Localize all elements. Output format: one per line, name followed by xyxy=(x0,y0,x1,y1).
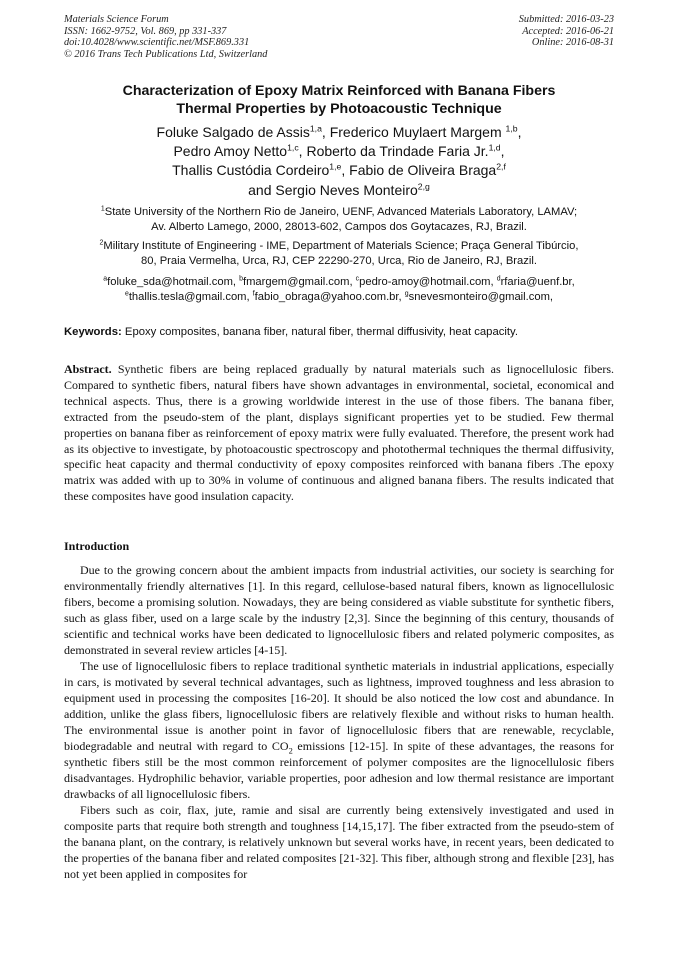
email-link[interactable]: thallis.tesla@gmail.com, xyxy=(128,290,253,303)
paragraph xyxy=(64,658,614,802)
author-conjunction: and xyxy=(248,181,276,198)
email-sup: a xyxy=(103,275,108,283)
issn-line: ISSN: 1662-9752, Vol. 869, pp 331-337 xyxy=(64,25,227,37)
author-name: Pedro Amoy Netto xyxy=(173,143,288,160)
author-sup: 1,b xyxy=(505,123,518,134)
author-name: Roberto da Trindade Faria Jr. xyxy=(306,143,489,160)
author-name: Frederico Muylaert Margem xyxy=(329,124,506,140)
subscript: 2 xyxy=(288,746,293,756)
author-sep: , xyxy=(321,124,330,140)
accepted-date: Accepted: 2016-06-21 xyxy=(522,25,614,37)
abstract xyxy=(64,362,614,505)
author-name: Fabio de Oliveira Braga xyxy=(349,162,497,179)
author-sep: , xyxy=(341,162,350,179)
paragraph-text: emissions [12-15]. In spite of these advantages, the reasons for synthetic fibers still be the most common reinforcement of polymer composites are the lignocellulosic fibers disadvantages. Hydrophilic behavior, variable properties, poor adhesion and low thermal resistance are important drawbacks of all lignocellulosic fibers. xyxy=(64,739,614,801)
online-date: Online: 2016-08-31 xyxy=(531,37,614,49)
copyright-line: © 2016 Trans Tech Publications Ltd, Switzerland xyxy=(64,48,268,60)
email-link[interactable]: snevesmonteiro@gmail.com, xyxy=(408,290,554,303)
author-line-1 xyxy=(40,123,638,142)
email-link[interactable]: fmargem@gmail.com, xyxy=(242,276,356,288)
email-sup: c xyxy=(355,275,360,283)
title-line-2: Thermal Properties by Photoacoustic Technique xyxy=(176,101,502,117)
affiliation-1 xyxy=(50,205,628,234)
keywords xyxy=(64,325,614,339)
journal-header xyxy=(64,14,267,60)
doi-line[interactable]: doi:10.4028/www.scientific.net/MSF.869.331 xyxy=(64,37,250,49)
author-list xyxy=(40,123,638,200)
affiliation-text: Military Institute of Engineering - IME, Department of Materials Science; Praça General Tibúrcio, xyxy=(103,240,579,252)
introduction-heading: Introduction xyxy=(64,539,130,553)
email-list xyxy=(40,275,638,304)
author-line-2 xyxy=(40,142,638,161)
affiliation-line xyxy=(50,205,628,220)
title-line-1: Characterization of Epoxy Matrix Reinforced with Banana Fibers xyxy=(122,83,556,99)
author-sup: 2,f xyxy=(496,161,506,172)
email-sup: g xyxy=(404,289,409,297)
author-sup: 1,e xyxy=(329,161,342,172)
email-line-2 xyxy=(40,290,638,305)
author-sup: 1,a xyxy=(309,123,322,134)
email-sup: f xyxy=(252,289,255,297)
keywords-label: Keywords: xyxy=(64,326,122,338)
paper-title xyxy=(40,82,638,118)
affiliation-line: Av. Alberto Lamego, 2000, 28013-602, Campos dos Goytacazes, RJ, Brazil. xyxy=(151,220,527,233)
affiliation-sup: 2 xyxy=(99,239,104,247)
affiliation-text: State University of the Northern Rio de Janeiro, UENF, Advanced Materials Laboratory, LAMAV; xyxy=(104,206,578,218)
affiliation-sup: 1 xyxy=(100,205,105,213)
author-sep: , xyxy=(298,143,307,160)
paragraph-text: The use of lignocellulosic fibers to replace traditional synthetic materials in industrial applications, especially in cars, is motivated by several technical advantages, such as lightness, improved toughness and less abrasion to equipment used in processing the composites [16-20]. It should be also noticed the low cost and abundance. In addition, unlike the glass fibers, lignocellulosic fibers are relatively flexible and without risks to human health. The environmental issue is another point in favor of lignocellulosic fibers that are renewable, recyclable, biodegradable and neutral with regard to CO xyxy=(64,659,614,753)
author-line-3 xyxy=(40,161,638,180)
paragraph: Due to the growing concern about the ambient impacts from industrial activities, our society is searching for environmentally friendly alternatives [1]. In this regard, cellulose-based natural fibers, known as lignocellulosic fibers, become a promising solution. Nowadays, they are being considered as viable substitute for synthetic fibers, such as glass fiber, used on a large scale by the industry [2,3]. Since the beginning of this century, thousands of scientific and technical works have been dedicated to lignocellulosic fibers and related polymeric composites, as demonstrated in several review articles [4-15]. xyxy=(64,563,614,657)
author-line-4 xyxy=(40,181,638,200)
affiliation-2 xyxy=(50,239,628,268)
email-sup: d xyxy=(496,275,501,283)
affiliation-line: 80, Praia Vermelha, Urca, RJ, CEP 22290-270, Urca, Rio de Janeiro, RJ, Brazil. xyxy=(141,254,537,267)
introduction-body xyxy=(64,562,614,882)
author-sup: 1,c xyxy=(287,142,299,153)
author-name: Thallis Custódia Cordeiro xyxy=(172,162,330,179)
author-name: Foluke Salgado de Assis xyxy=(156,124,310,140)
email-sup: e xyxy=(124,289,129,297)
email-link[interactable]: pedro-amoy@hotmail.com, xyxy=(359,276,497,288)
author-sep: , xyxy=(517,124,522,140)
abstract-label: Abstract. xyxy=(64,362,112,376)
email-sup: b xyxy=(239,275,243,283)
email-link[interactable]: rfaria@uenf.br, xyxy=(500,276,575,288)
affiliation-line xyxy=(50,239,628,254)
abstract-text: Synthetic fibers are being replaced gradually by natural materials such as lignocellulosic fibers. Compared to synthetic fibers, natural fibers have shown advantages in environmental, societal, economical and technical aspects. Thus, there is a growing worldwide interest in the use of those fibers. The banana fiber, extracted from the pseudo-stem of the plant, displays significant properties yet to be studied. Few thermal properties on banana fiber as reinforcement of epoxy matrix were fully evaluated. Therefore, the present work had as its objective to investigate, by photoacoustic spectroscopy and photothermal techniques the thermal diffusivity, specific heat capacity and thermal conductivity of epoxy composites reinforced with banana fibers .The epoxy matrix was added with up to 30% in volume of continuous and aligned banana fibers. The results indicated that these composites have good insulation capacity. xyxy=(64,362,614,504)
author-sup: 2,g xyxy=(417,180,430,191)
author-name: Sergio Neves Monteiro xyxy=(275,181,418,198)
keywords-text: Epoxy composites, banana fiber, natural fiber, thermal diffusivity, heat capacity. xyxy=(121,326,518,338)
author-sep: , xyxy=(500,143,505,160)
email-link[interactable]: fabio_obraga@yahoo.com.br, xyxy=(254,290,405,303)
journal-name: Materials Science Forum xyxy=(64,14,169,25)
author-sup: 1,d xyxy=(488,142,501,153)
paragraph: Fibers such as coir, flax, jute, ramie and sisal are currently being extensively investigated and used in composite parts that require both strength and toughness [14,15,17]. The fiber extracted from the pseudo-stem of the banana plant, on the contrary, is relatively unknown but several works have, in recent years, been dedicated to the properties of the banana fiber and related composites [21-32]. This fiber, although strong and flexible [23], has not yet been applied in composites for xyxy=(64,803,614,881)
email-line-1 xyxy=(40,275,638,290)
email-link[interactable]: foluke_sda@hotmail.com, xyxy=(107,276,240,288)
submitted-date: Submitted: 2016-03-23 xyxy=(518,14,614,25)
dates-header xyxy=(519,14,614,49)
